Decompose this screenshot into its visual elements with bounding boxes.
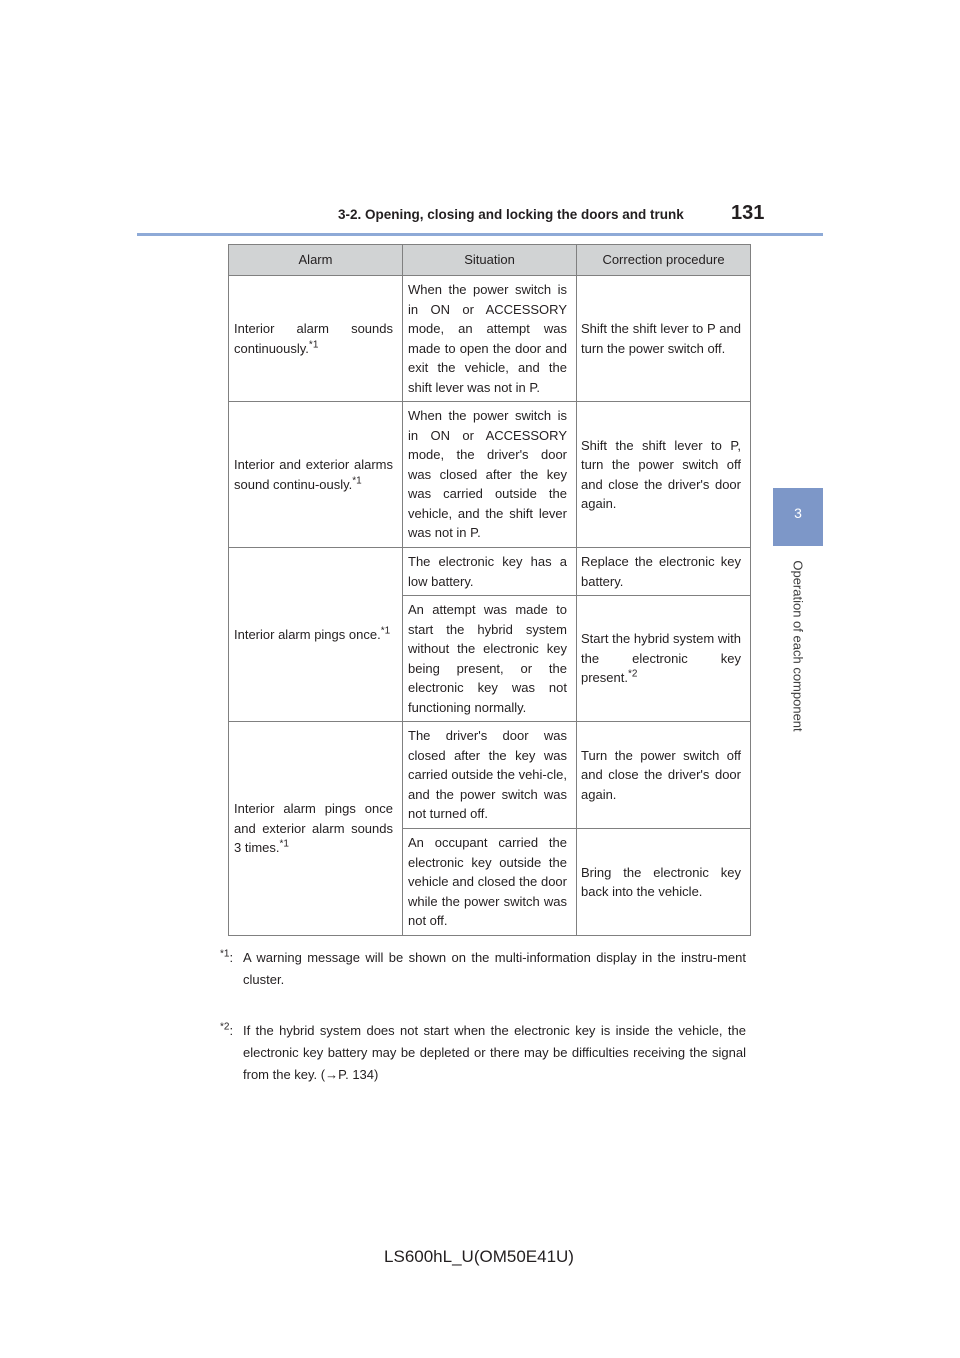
procedure-cell (577, 402, 751, 548)
page-number: 131 (731, 202, 765, 224)
table-row (229, 722, 751, 829)
footnote-ref: *1 (308, 339, 319, 351)
situation-text: The driver's door was closed after the key was carried outside the vehi-cle, and the power switch was not turned off. (408, 728, 567, 822)
alarm-cell (229, 276, 403, 402)
situation-cell (403, 829, 577, 936)
footnote-ref: *1 (380, 625, 391, 637)
procedure-text: Shift the shift lever to P, turn the power switch off and close the driver's door again. (581, 437, 741, 511)
situation-text: When the power switch is in ON or ACCESSORY mode, the driver's door was closed after the key was carried outside the vehicle, and the shift lever was not in P. (408, 408, 567, 541)
situation-cell (403, 596, 577, 722)
situation-text: When the power switch is in ON or ACCESSORY mode, an attempt was made to open the door and exit the vehicle, and the shift lever was not in P. (408, 282, 567, 395)
alarm-cell (229, 402, 403, 548)
procedure-text: Turn the power switch off and close the driver's door again. (581, 747, 741, 802)
procedure-cell (577, 596, 751, 722)
footnote-marker: $^{*2}$: (220, 1021, 234, 1038)
procedure-text: Bring the electronic key back into the vehicle. (581, 864, 741, 899)
procedure-text: Start the hybrid system with the electronic key present. (581, 631, 741, 686)
alarm-text: Interior alarm sounds continuously. (234, 321, 393, 356)
column-header-situation: Situation (403, 245, 577, 276)
alarm-table (228, 244, 751, 936)
situation-text: An attempt was made to start the hybrid system without the electronic key being present, or the electronic key was not functioning normally. (408, 602, 567, 715)
situation-cell (403, 548, 577, 596)
situation-cell (403, 276, 577, 402)
situation-cell (403, 402, 577, 548)
footnote-2 (220, 1020, 746, 1086)
procedure-cell (577, 548, 751, 596)
model-code: LS600hL_U(OM50E41U) (384, 1247, 574, 1266)
column-header-alarm: Alarm (229, 245, 403, 276)
table-row (229, 548, 751, 596)
table-row (229, 402, 751, 548)
chapter-label: Operation of each component (790, 560, 806, 732)
procedure-cell (577, 829, 751, 936)
footnote-ref: *1 (279, 838, 289, 850)
footnote-ref: *2 (627, 668, 638, 680)
alarm-text: Interior alarm pings once and exterior alarm sounds 3 times. (234, 801, 393, 856)
section-title: 3-2. Opening, closing and locking the doors and trunk (338, 207, 684, 222)
situation-text: An occupant carried the electronic key outside the vehicle and closed the door while the power switch was not off. (408, 835, 567, 929)
alarm-cell (229, 722, 403, 936)
procedure-text: Replace the electronic key battery. (581, 554, 741, 589)
column-header-procedure: Correction procedure (577, 245, 751, 276)
alarm-text: Interior alarm pings once. (234, 626, 381, 642)
table-header-row (229, 245, 751, 276)
procedure-cell (577, 722, 751, 829)
alarm-text: Interior and exterior alarms sound continu-ously. (234, 457, 393, 492)
chapter-number: 3 (794, 505, 802, 521)
footnote-1 (220, 947, 746, 991)
footnote-text: If the hybrid system does not start when the electronic key is inside the vehicle, the electronic key battery may be depleted or there may be difficulties receiving the signal from the key. (→P. 134) (243, 1023, 746, 1082)
footnote-text: A warning message will be shown on the multi-information display in the instru-ment cluster. (243, 950, 746, 987)
situation-text: The electronic key has a low battery. (408, 554, 567, 589)
header-rule (137, 233, 823, 236)
situation-cell (403, 722, 577, 829)
procedure-text: Shift the shift lever to P and turn the power switch off. (581, 321, 741, 356)
table-row (229, 276, 751, 402)
footnote-ref: *1 (352, 475, 362, 487)
procedure-cell (577, 276, 751, 402)
footnote-marker: $^{*1}$: (220, 948, 234, 965)
alarm-cell (229, 548, 403, 722)
